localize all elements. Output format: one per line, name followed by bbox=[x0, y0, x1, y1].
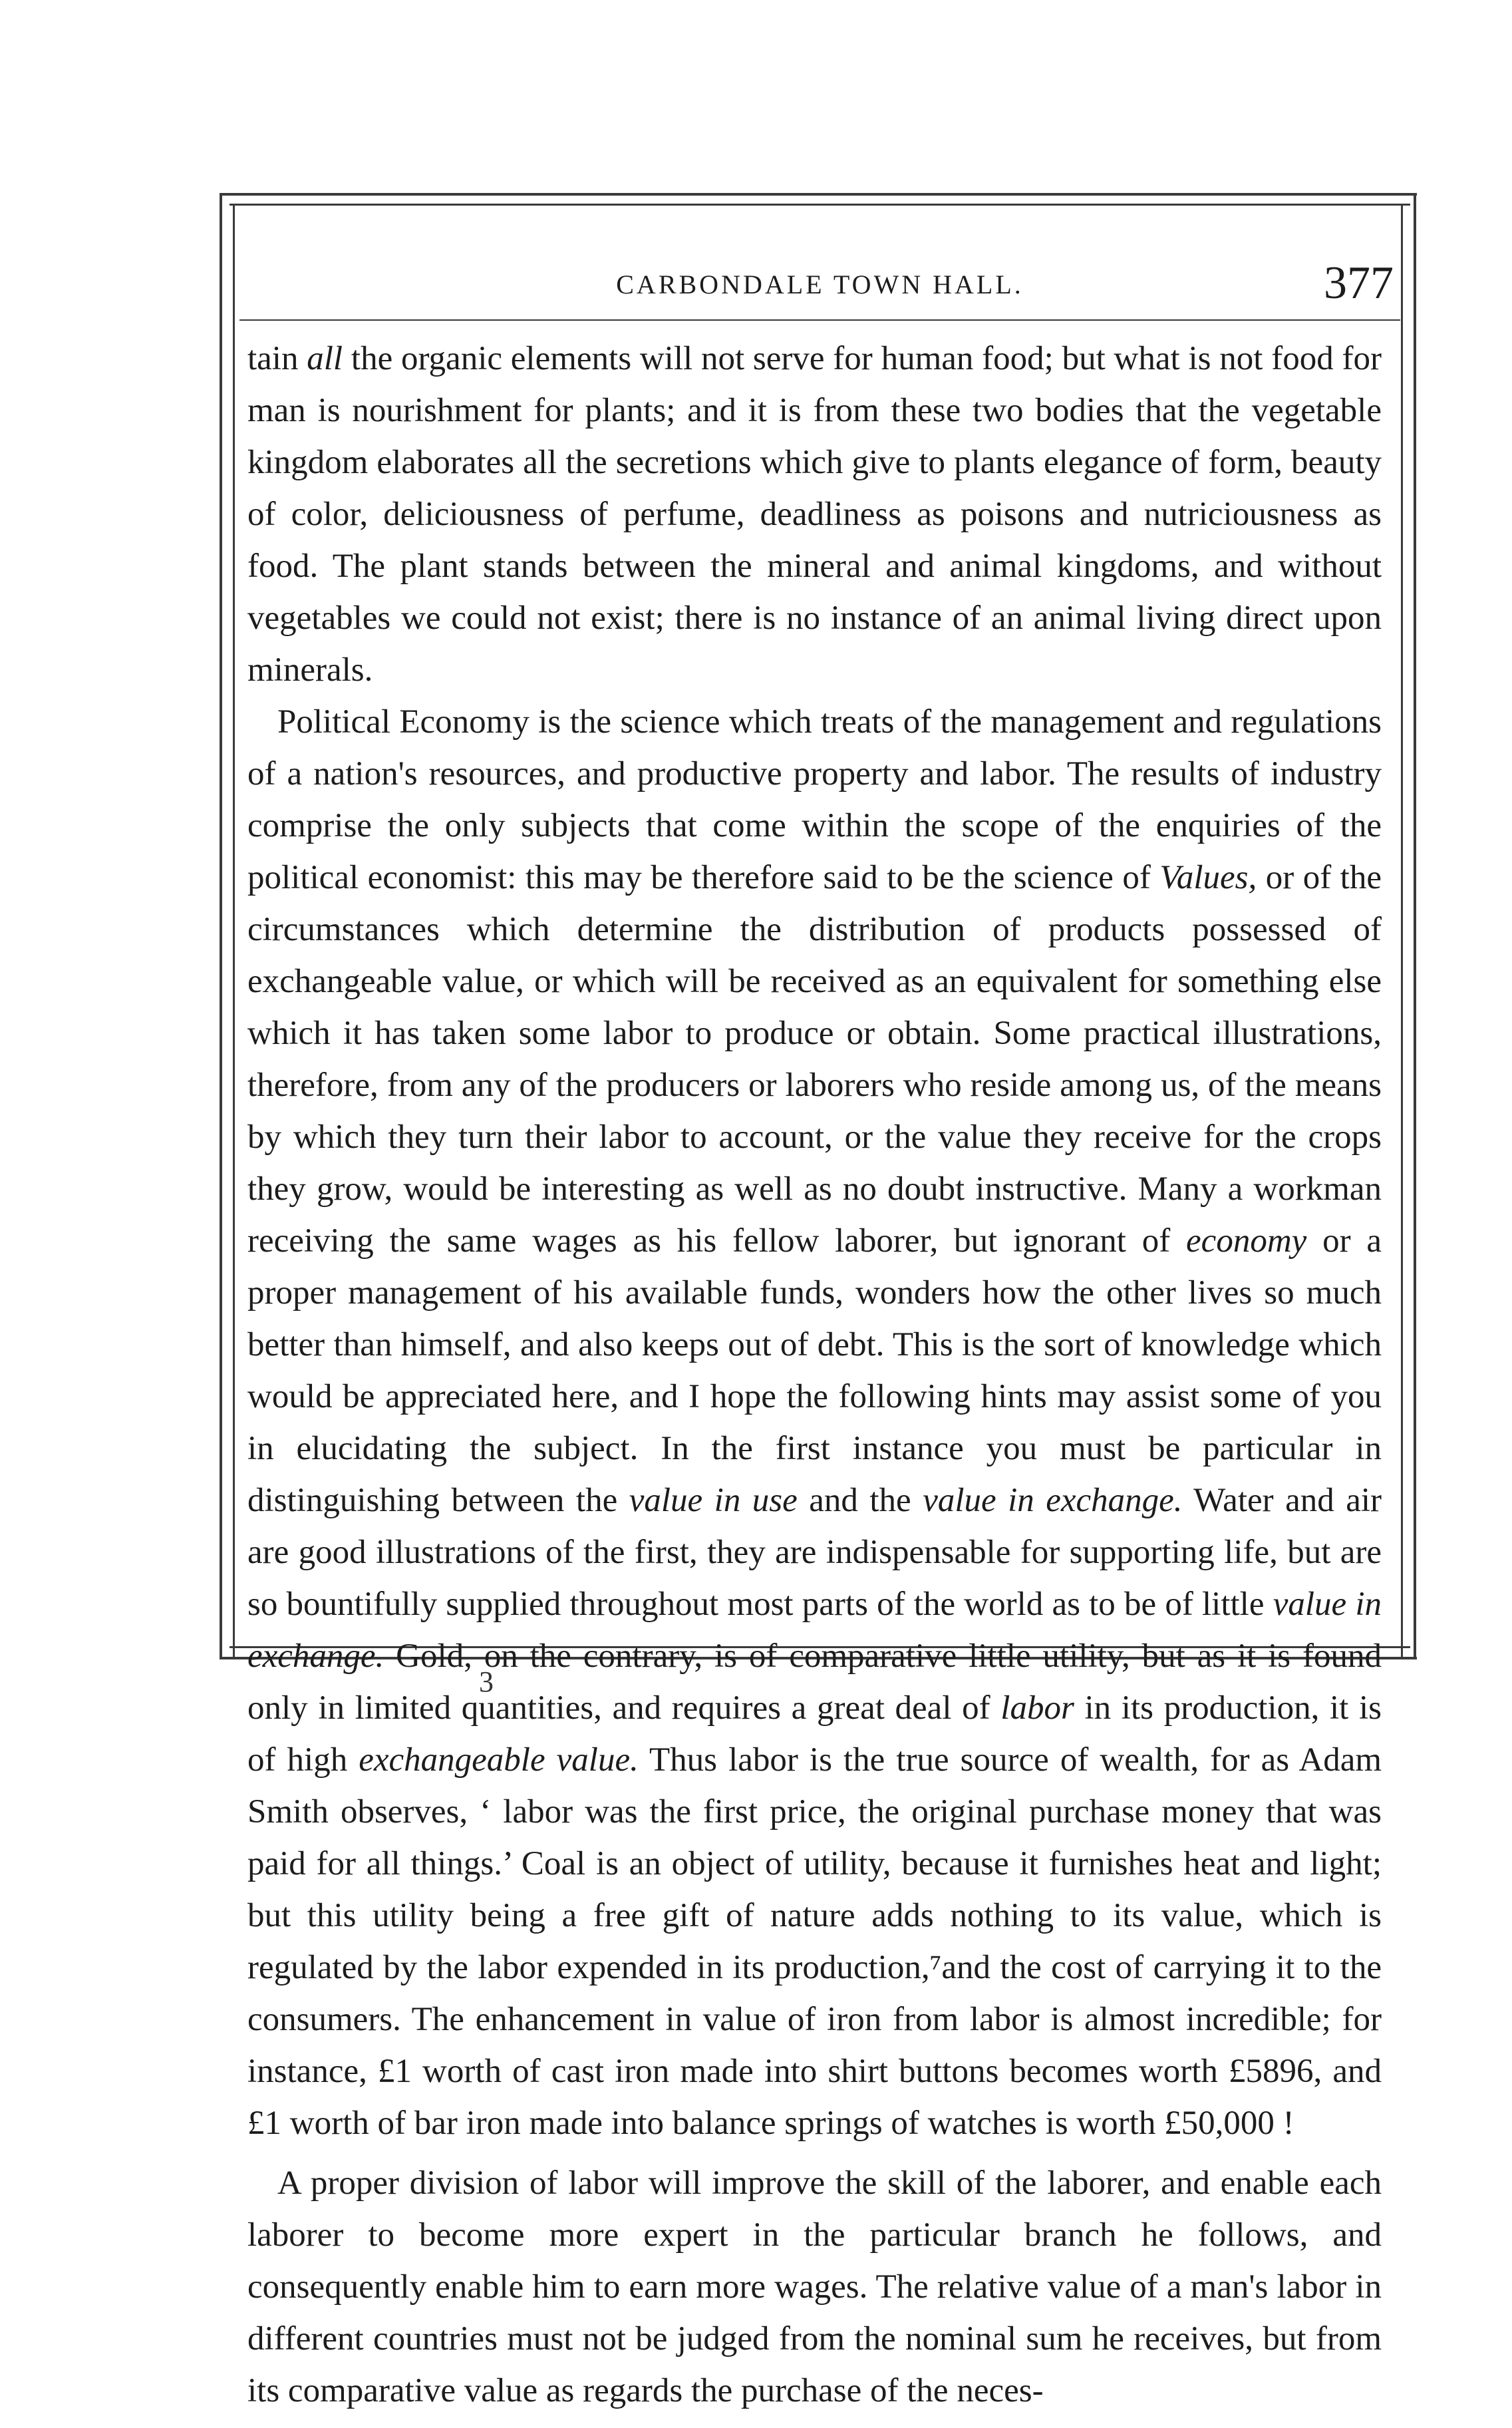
paragraph-1 bbox=[247, 333, 1382, 696]
text-run: Gold, on the contrary, is of comparative little utility, but as it is found only in limited quantities, and requires a great deal of bbox=[247, 1638, 1382, 1727]
body-text bbox=[247, 333, 1382, 2409]
frame-rule-right-outer bbox=[1414, 193, 1416, 1657]
running-title: CARBONDALE TOWN HALL. bbox=[616, 269, 1024, 299]
text-run: Water and air are good illustrations of the first, they are indispensable for supporting life, but are so bountifully supplied throughout most parts of the world as to be of little bbox=[247, 1482, 1382, 1623]
italic-run: exchangeable value. bbox=[359, 1741, 639, 1779]
text-run: and the bbox=[797, 1482, 923, 1519]
frame-rule-top-inner bbox=[229, 204, 1410, 206]
text-run: Political Economy is the science which treats of the management and regulations of a nation's resources, and productive property and labor. The results of industry comprise the only subjects that come within the scope of the enquiries of the political economist: this may be therefore said to be the science of bbox=[247, 703, 1382, 896]
italic-run: value in use bbox=[629, 1482, 798, 1519]
signature-mark: 3 bbox=[479, 1665, 494, 1698]
frame-rule-left-outer bbox=[220, 193, 222, 1657]
paragraph-2 bbox=[247, 696, 1382, 2149]
italic-run: economy bbox=[1186, 1222, 1307, 1260]
text-run: tain bbox=[247, 340, 307, 377]
running-head bbox=[239, 258, 1400, 309]
text-run: in its production, it is of high bbox=[247, 1689, 1382, 1779]
italic-run: all bbox=[307, 340, 343, 377]
text-run: Thus labor is the true source of wealth, for as Adam Smith observes, ‘ labor was the first price, the original purchase money that was paid for all things.’ Coal is an object of utility, because it furnishes heat and light; but this utility being a free gift of nature adds nothing to its value, which is regulated by the labor expended in its production,⁷and the cost of carrying it to the consumers. The enhancement in value of iron from labor is almost incredible; for instance, £1 worth of cast iron made into shirt buttons becomes worth £5896, and £1 worth of bar iron made into balance springs of watches is worth £50,000 ! bbox=[247, 1741, 1382, 2142]
text-run: or a proper management of his available funds, wonders how the other lives so much better than himself, and also keeps out of debt. This is the sort of knowledge which would be appreciated here, and I hope the following hints may assist some of you in elucidating the subject. In the first instance you must be particular in distinguishing between the bbox=[247, 1222, 1382, 1519]
paragraph-3: A proper division of labor will improve the skill of the laborer, and enable each laborer to become more expert in the particular branch he follows, and consequently enable him to earn more wages. The relative value of a man's labor in different countries must not be judged from the nominal sum he receives, but from its comparative value as regards the purchase of the neces- bbox=[247, 2165, 1382, 2409]
header-rule bbox=[239, 319, 1400, 321]
italic-run: labor bbox=[1000, 1689, 1074, 1727]
frame-rule-top-outer bbox=[220, 193, 1417, 196]
italic-run: value in exchange. bbox=[923, 1482, 1183, 1519]
frame-rule-right-inner bbox=[1401, 204, 1403, 1657]
italic-run: value in exchange. bbox=[247, 1586, 1382, 1675]
italic-run: Values, bbox=[1159, 859, 1257, 896]
frame-rule-left-inner bbox=[233, 204, 235, 1657]
text-run: the organic elements will not serve for human food; but what is not food for man is nourishment for plants; and it is from these two bodies that the vegetable kingdom elaborates all the secretions which give to plants elegance of form, beauty of color, deliciousness of perfume, deadliness as poisons and nutriciousness as food. The plant stands between the mineral and animal kingdoms, and without vegetables we could not exist; there is no instance of an animal living direct upon minerals. bbox=[247, 340, 1382, 689]
text-run: or of the circumstances which determine the distribution of products possessed of exchangeable value, or which will be received as an equivalent for something else which it has taken some labor to produce or obtain. Some practical illustrations, therefore, from any of the producers or laborers who reside among us, of the means by which they turn their labor to account, or the value they receive for the crops they grow, would be interesting as well as no doubt instructive. Many a workman receiving the same wages as his fellow laborer, but ignorant of bbox=[247, 859, 1382, 1260]
page-number: 377 bbox=[1324, 258, 1394, 309]
